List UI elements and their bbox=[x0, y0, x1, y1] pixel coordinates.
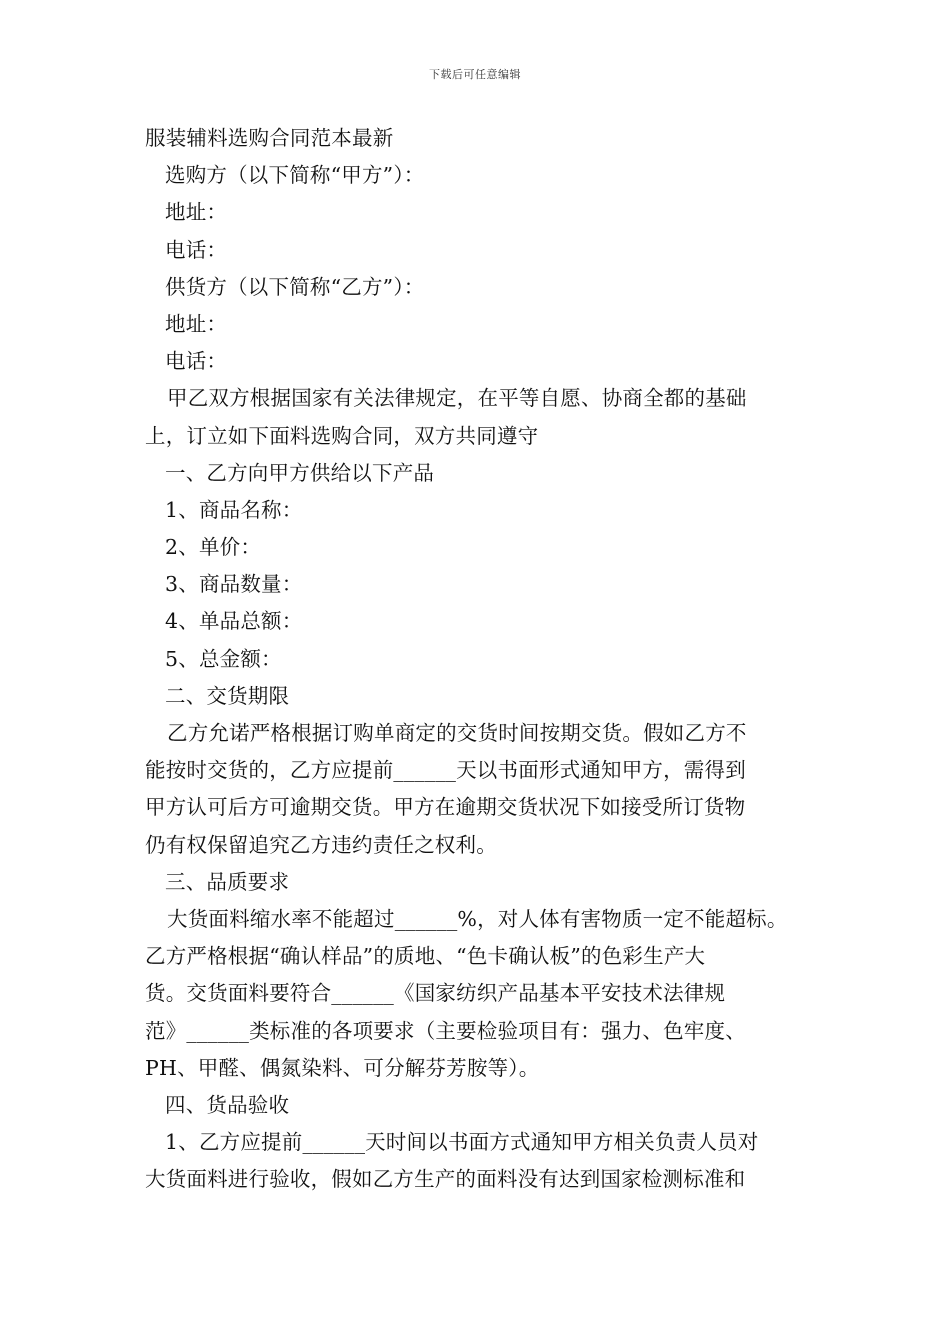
paragraph-line: 大货面料进行验收，假如乙方生产的面料没有达到国家检测标准和 bbox=[145, 1167, 746, 1192]
buyer-address: 地址： bbox=[165, 200, 228, 225]
paragraph-line: PH、甲醛、偶氮染料、可分解芬芳胺等）。 bbox=[145, 1055, 540, 1080]
paragraph-line: 能按时交货的，乙方应提前______天以书面形式通知甲方，需得到 bbox=[145, 758, 746, 783]
paragraph-line: 大货面料缩水率不能超过______%，对人体有害物质一定不能超标。 bbox=[167, 906, 788, 931]
contract-body bbox=[145, 120, 825, 1198]
paragraph-line: 范》______类标准的各项要求（主要检验项目有：强力、色牢度、 bbox=[145, 1018, 746, 1043]
list-item: 1、商品名称： bbox=[165, 497, 303, 522]
buyer-line: 选购方（以下简称“甲方”）： bbox=[165, 163, 425, 188]
list-item: 2、单价： bbox=[165, 535, 262, 560]
buyer-phone: 电话： bbox=[165, 237, 228, 262]
list-item: 5、总金额： bbox=[165, 646, 282, 671]
paragraph-line: 货。交货面料要符合______《国家纺织产品基本平安技术法律规 bbox=[145, 981, 726, 1006]
paragraph-line: 甲方认可后方可逾期交货。甲方在逾期交货状况下如接受所订货物 bbox=[145, 795, 746, 820]
paragraph-line: 乙方严格根据“确认样品”的质地、“色卡确认板”的色彩生产大 bbox=[145, 944, 706, 969]
list-item: 3、商品数量： bbox=[165, 572, 303, 597]
paragraph-line: 仍有权保留追究乙方违约责任之权利。 bbox=[145, 832, 497, 857]
contract-title: 服装辅料选购合同范本最新 bbox=[145, 126, 394, 150]
supplier-address: 地址： bbox=[165, 311, 228, 336]
section-heading: 四、货品验收 bbox=[165, 1092, 290, 1117]
paragraph-line: 上，订立如下面料选购合同，双方共同遵守 bbox=[145, 423, 539, 448]
list-item: 4、单品总额： bbox=[165, 609, 303, 634]
supplier-line: 供货方（以下简称“乙方”）： bbox=[165, 274, 425, 299]
section-heading: 二、交货期限 bbox=[165, 683, 290, 708]
section-heading: 一、乙方向甲方供给以下产品 bbox=[165, 460, 435, 485]
section-heading: 三、品质要求 bbox=[165, 869, 290, 894]
paragraph-line: 1、乙方应提前______天时间以书面方式通知甲方相关负责人员对 bbox=[165, 1130, 759, 1155]
page-header-note: 下载后可任意编辑 bbox=[429, 68, 521, 81]
paragraph-line: 甲乙双方根据国家有关法律规定，在平等自愿、协商全都的基础 bbox=[167, 386, 747, 411]
supplier-phone: 电话： bbox=[165, 349, 228, 374]
paragraph-line: 乙方允诺严格根据订购单商定的交货时间按期交货。假如乙方不 bbox=[167, 721, 747, 745]
